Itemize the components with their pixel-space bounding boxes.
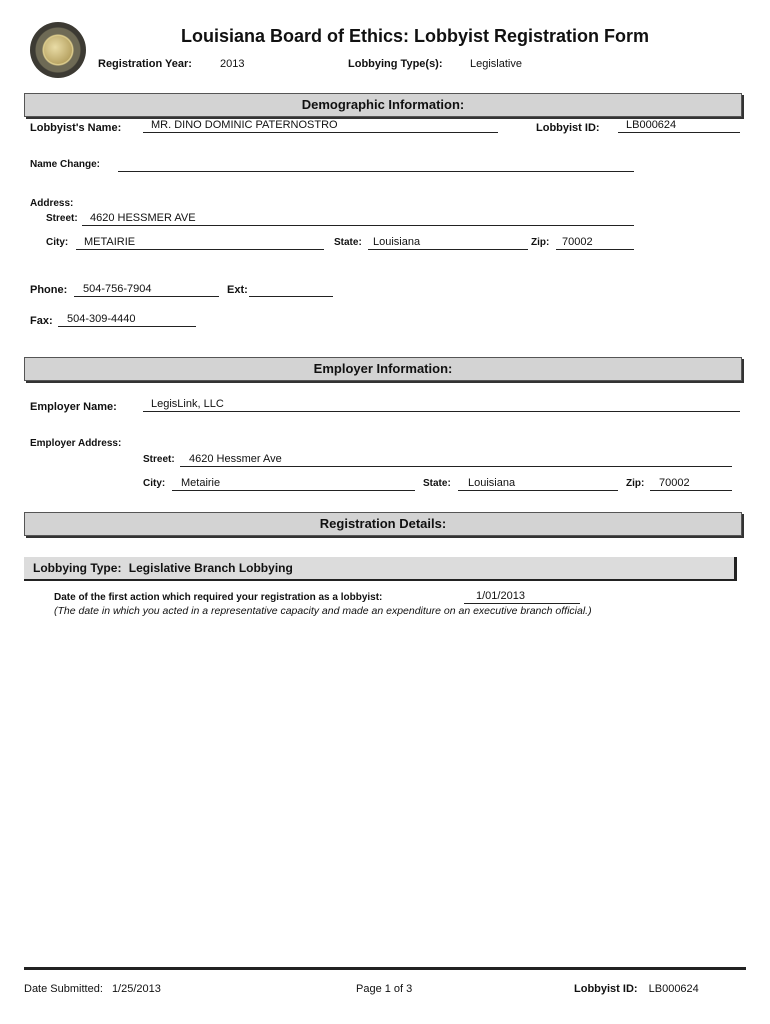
first-action-date-value: 1/01/2013 xyxy=(476,590,525,602)
state-seal-icon xyxy=(30,22,86,78)
ext-label: Ext: xyxy=(227,284,248,296)
registration-section-header: Registration Details: xyxy=(24,512,742,536)
phone-field[interactable] xyxy=(74,282,219,297)
address-label: Address: xyxy=(30,198,74,209)
lobbyist-id-value: LB000624 xyxy=(626,119,677,131)
fax-value: 504-309-4440 xyxy=(67,313,136,325)
fax-label: Fax: xyxy=(30,315,53,327)
employer-state-label: State: xyxy=(423,478,451,489)
phone-label: Phone: xyxy=(30,284,68,296)
employer-section-header: Employer Information: xyxy=(24,357,742,381)
employer-street-label: Street: xyxy=(143,454,175,465)
employer-street-value: 4620 Hessmer Ave xyxy=(189,453,282,465)
employer-city-label: City: xyxy=(143,478,166,489)
city-field[interactable] xyxy=(76,235,324,250)
lobbying-type-bar xyxy=(24,557,737,579)
lobbying-types-label: Lobbying Type(s): xyxy=(348,58,443,70)
date-submitted-label: Date Submitted: xyxy=(24,983,103,995)
zip-label: Zip: xyxy=(531,237,550,248)
employer-zip-value: 70002 xyxy=(659,477,690,489)
employer-name-label: Employer Name: xyxy=(30,401,117,413)
lobbyist-id-field[interactable] xyxy=(618,118,740,133)
page-number: Page 1 of 3 xyxy=(356,983,413,995)
state-label: State: xyxy=(334,237,362,248)
phone-value: 504-756-7904 xyxy=(83,283,152,295)
first-action-label: Date of the first action which required your registration as a lobbyist: xyxy=(54,592,383,603)
employer-state-value: Louisiana xyxy=(468,477,516,489)
street-field[interactable] xyxy=(82,211,634,226)
lobbyist-name-field[interactable] xyxy=(143,118,498,133)
fax-field[interactable] xyxy=(58,312,196,327)
city-value: METAIRIE xyxy=(84,236,136,248)
footer-lobbyist-id-label: Lobbyist ID: xyxy=(574,983,638,995)
state-field[interactable] xyxy=(368,235,528,250)
lobbying-type-label: Lobbying Type: xyxy=(33,561,122,575)
employer-city-value: Metairie xyxy=(181,477,221,489)
lobbyist-name-value: MR. DINO DOMINIC PATERNOSTRO xyxy=(151,119,338,131)
form-title: Louisiana Board of Ethics: Lobbyist Registration Form xyxy=(180,26,650,46)
street-value: 4620 HESSMER AVE xyxy=(90,212,196,224)
zip-field[interactable] xyxy=(556,235,634,250)
footer-lobbyist-id-value: LB000624 xyxy=(648,983,699,995)
first-action-date-field[interactable] xyxy=(464,589,580,604)
first-action-note: (The date in which you acted in a representative capacity and made an expenditure on an executive branch official.) xyxy=(54,605,592,617)
footer-lobbyist-id xyxy=(574,983,699,995)
name-change-field[interactable] xyxy=(118,157,634,172)
date-submitted xyxy=(24,983,161,995)
name-change-label: Name Change: xyxy=(30,159,101,170)
employer-street-field[interactable] xyxy=(180,452,732,467)
employer-name-value: LegisLink, LLC xyxy=(151,398,224,410)
lobbyist-id-label: Lobbyist ID: xyxy=(536,122,600,134)
employer-name-field[interactable] xyxy=(143,397,740,412)
employer-address-label: Employer Address: xyxy=(30,438,122,449)
zip-value: 70002 xyxy=(562,236,593,248)
demographic-section-header: Demographic Information: xyxy=(24,93,742,117)
registration-year-value: 2013 xyxy=(220,58,245,70)
registration-year-label: Registration Year: xyxy=(98,58,192,70)
footer-divider xyxy=(24,967,746,970)
employer-zip-field[interactable] xyxy=(650,476,732,491)
ext-field[interactable] xyxy=(249,282,333,297)
date-submitted-value: 1/25/2013 xyxy=(111,983,161,995)
city-label: City: xyxy=(46,237,69,248)
lobbying-type-value: Legislative Branch Lobbying xyxy=(128,561,293,575)
lobbyist-name-label: Lobbyist's Name: xyxy=(30,122,122,134)
employer-state-field[interactable] xyxy=(458,476,618,491)
employer-city-field[interactable] xyxy=(172,476,415,491)
employer-zip-label: Zip: xyxy=(626,478,645,489)
lobbying-types-value: Legislative xyxy=(470,58,522,70)
street-label: Street: xyxy=(46,213,78,224)
state-value: Louisiana xyxy=(373,236,421,248)
